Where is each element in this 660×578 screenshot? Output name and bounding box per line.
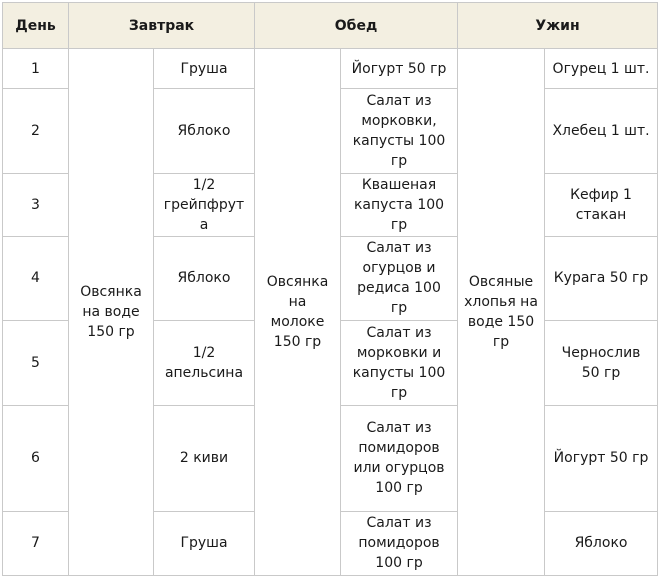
breakfast-item-cell: Груша: [154, 49, 255, 89]
header-breakfast: Завтрак: [69, 3, 255, 49]
lunch-item-cell: Салат из огурцов и редиса 100 гр: [341, 237, 458, 320]
day-cell: 4: [3, 237, 69, 320]
breakfast-item-cell: 2 киви: [154, 406, 255, 512]
dinner-item-cell: Курага 50 гр: [545, 237, 658, 320]
header-day: День: [3, 3, 69, 49]
breakfast-item-cell: Яблоко: [154, 89, 255, 173]
dinner-item-cell: Кефир 1 стакан: [545, 173, 658, 236]
dinner-item-cell: Огурец 1 шт.: [545, 49, 658, 89]
breakfast-item-cell: Яблоко: [154, 237, 255, 320]
breakfast-item-cell: Груша: [154, 511, 255, 575]
dinner-base-cell: Овсяные хлопья на воде 150 гр: [458, 49, 545, 576]
lunch-item-cell: Квашеная капуста 100 гр: [341, 173, 458, 236]
dinner-item-cell: Хлебец 1 шт.: [545, 89, 658, 173]
day-cell: 2: [3, 89, 69, 173]
table-row: [3, 49, 658, 89]
breakfast-item-cell: 1/2 апельсина: [154, 320, 255, 405]
breakfast-item-cell: 1/2 грейпфрута: [154, 173, 255, 236]
lunch-item-cell: Салат из помидоров или огурцов 100 гр: [341, 406, 458, 512]
header-dinner: Ужин: [458, 3, 658, 49]
dinner-item-cell: Яблоко: [545, 511, 658, 575]
dinner-item-cell: Йогурт 50 гр: [545, 406, 658, 512]
day-cell: 5: [3, 320, 69, 405]
dinner-item-cell: Чернослив 50 гр: [545, 320, 658, 405]
header-row: [3, 3, 658, 49]
day-cell: 6: [3, 406, 69, 512]
lunch-item-cell: Йогурт 50 гр: [341, 49, 458, 89]
lunch-item-cell: Салат из морковки и капусты 100 гр: [341, 320, 458, 405]
day-cell: 1: [3, 49, 69, 89]
lunch-item-cell: Салат из помидоров 100 гр: [341, 511, 458, 575]
diet-menu-table: [2, 2, 658, 576]
day-cell: 7: [3, 511, 69, 575]
header-lunch: Обед: [255, 3, 458, 49]
lunch-base-cell: Овсянка на молоке 150 гр: [255, 49, 341, 576]
lunch-item-cell: Салат из морковки, капусты 100 гр: [341, 89, 458, 173]
day-cell: 3: [3, 173, 69, 236]
breakfast-base-cell: Овсянка на воде 150 гр: [69, 49, 154, 576]
